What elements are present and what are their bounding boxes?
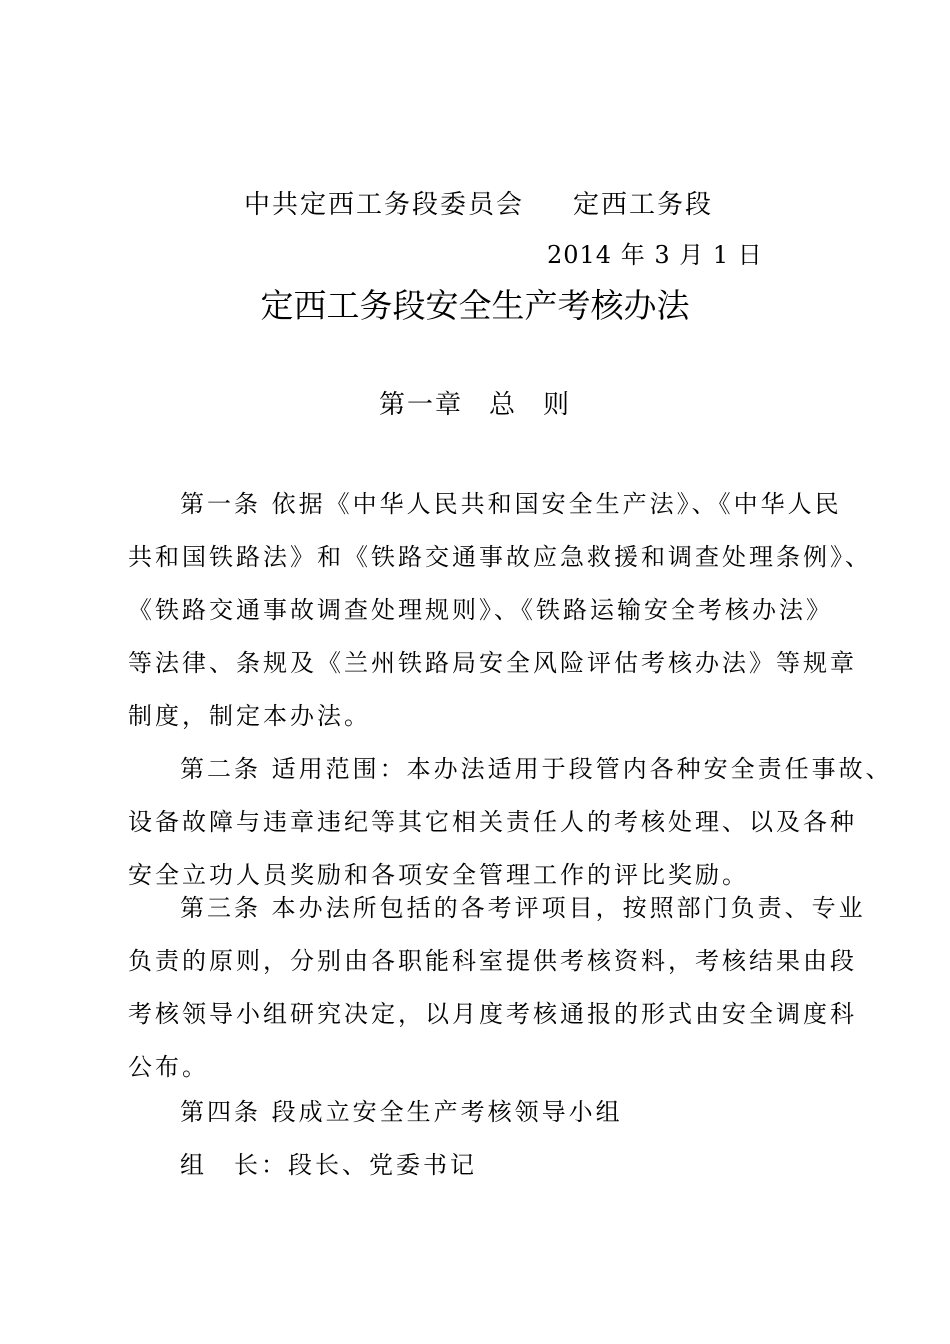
article-4 — [128, 1086, 833, 1192]
article-3-line-2: 负责的原则，分别由各职能科室提供考核资料，考核结果由段 — [128, 947, 857, 975]
document-title: 定西工务段安全生产考核办法 — [260, 286, 690, 325]
article-1-line-3: 《铁路交通事故调查处理规则》、《铁路运输安全考核办法》 — [128, 596, 833, 624]
article-2-line-3: 安全立功人员奖励和各项安全管理工作的评比奖励。 — [128, 861, 749, 889]
chapter-number: 第一章 — [378, 390, 463, 420]
article-1 — [128, 478, 872, 743]
issue-date: 2014 年 3 月 1 日 — [547, 241, 763, 269]
article-4-line-1: 第四条 段成立安全生产考核领导小组 — [180, 1098, 623, 1126]
article-3-line-3: 考核领导小组研究决定，以月度考核通报的形式由安全调度科 — [128, 1000, 857, 1028]
article-2-line-1: 第二条 适用范围：本办法适用于段管内各种安全责任事故、 — [180, 755, 893, 783]
article-1-line-5: 制度，制定本办法。 — [128, 702, 371, 730]
issuer-party-committee: 中共定西工务段委员会 — [244, 190, 525, 220]
article-3 — [128, 882, 866, 1094]
chapter-heading — [0, 390, 950, 420]
article-1-line-4: 等法律、条规及《兰州铁路局安全风险评估考核办法》等规章 — [128, 649, 857, 677]
article-4-line-2: 组 长：段长、党委书记 — [180, 1151, 477, 1179]
article-2 — [128, 743, 893, 902]
article-3-line-4: 公布。 — [128, 1053, 209, 1081]
chapter-name-part2: 则 — [543, 390, 572, 420]
issuer-organization: 定西工务段 — [573, 190, 714, 220]
article-3-line-1: 第三条 本办法所包括的各考评项目，按照部门负责、专业 — [180, 894, 866, 922]
article-2-line-2: 设备故障与违章违纪等其它相关责任人的考核处理、以及各种 — [128, 808, 857, 836]
article-1-line-2: 共和国铁路法》和《铁路交通事故应急救援和调查处理条例》、 — [128, 543, 872, 571]
article-1-line-1: 第一条 依据《中华人民共和国安全生产法》、《中华人民 — [180, 490, 842, 518]
chapter-name-part1: 总 — [488, 390, 517, 420]
